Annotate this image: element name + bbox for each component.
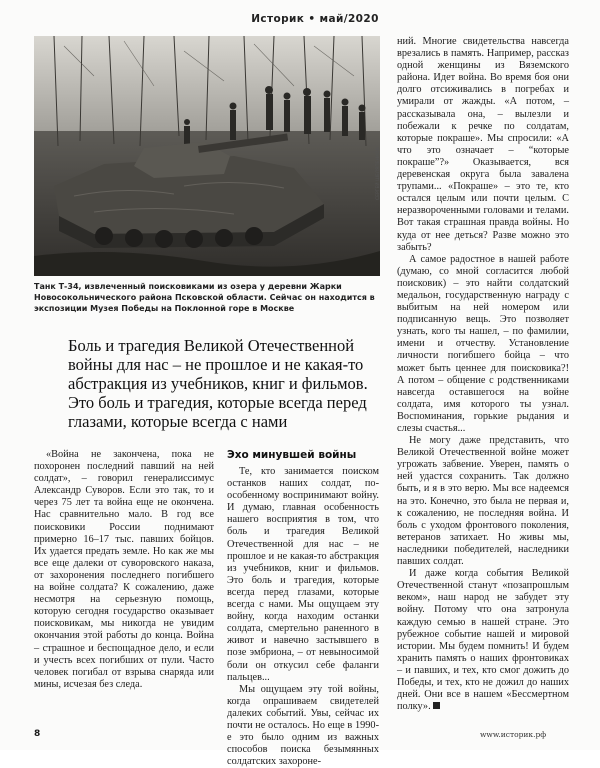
photo-credit: СЕРГЕЙ ШЕЛЯПЕНКОВ bbox=[376, 147, 381, 200]
section-subhead: Эхо минувшей войны bbox=[227, 449, 357, 461]
paragraph bbox=[397, 568, 569, 713]
tank-photo-illustration bbox=[34, 36, 380, 276]
page-number: 8 bbox=[34, 729, 41, 739]
paragraph: Не могу даже представить, что Великой Отечественной войне может угрожать забвение. Уверен, память о ней удастся сохранить. Так должно быть, и я в это верю. Мы все надеемся на это. Конечно, это была не первая и, к сожалению, не последняя война. И боль с уходом фронтового поколения, ветеранов затихает. Но живы мы, наследники победителей, наследники павших солдат. bbox=[397, 435, 569, 568]
end-of-article-mark bbox=[433, 702, 440, 709]
paragraph: А самое радостное в нашей работе (думаю, со мной согласится любой поисковик) – это найти солдатский медальон, государственную награду с выбитым на ней номером или подписанную вещь. Это позволяет узнать, кого ты нашел, – по фамилии, имени и отчеству. Установление личности погибшего бойца – что может быть ценнее для поисковика?! А потом – общение с родственниками навсегда оставшегося на войне солдата, имя которого ты узнал. Воспоминания, горькие рыдания и слезы счастья... bbox=[397, 253, 569, 434]
tank-photo bbox=[34, 36, 380, 276]
pull-quote: Боль и трагедия Великой Отечественной войны для нас – не прошлое и не какая-то абстракция из учебников, книг и фильмов. Это боль и трагедия, которые всегда перед глазами, которые всегда с нами bbox=[68, 336, 368, 431]
site-url: www.историк.рф bbox=[480, 730, 547, 739]
paragraph: ний. Многие свидетельства навсегда врезались в память. Например, рассказ одной женщины из Вяземского района. Идет война. Во время боя они долго отсиживались в погребах и умирали от жажды. «А потом, – рассказывала она, – вылезли и побежали к речке по солдатам, которые покраше». Мы спросили: «А что это означает – “которые покраше”?» Оказывается, вся деревенская округа была завалена трупами... «Покраше» – это те, кто остался целым или почти целым. С неразвороченными головами и телами. Вот такая страшная правда войны. Но куда от нее деться? Разве можно это забыть? bbox=[397, 36, 569, 253]
caption-bold: Сейчас он находится в экспозиции Музея Победы на Поклонной горе в Москве bbox=[34, 293, 375, 314]
photo-caption bbox=[34, 281, 380, 315]
paragraph: Те, кто занимается поиском останков наших солдат, по-особенному воспринимают войну. И думаю, главная особенность нашего восприятия в том, что боль и трагедия Великой Отечественной для нас – не прошлое и не какая-то абстракция из учебников, книг и фильмов. Это боль и трагедия, которые всегда перед глазами, которые всегда с нами. Мы ощущаем эту войну, когда находим останки солдата, смертельно раненного в живот и навечно застывшего в позе эмбриона, – от невыносимой боли он откусил себе фаланги пальцев... bbox=[227, 466, 379, 683]
paragraph: Мы ощущаем эту той войны, когда опрашиваем свидетелей далеких событий. Увы, сейчас их почти не осталось. Но еще в 1990-е это было одним из важных способов поиска безымянных солдатских захороне- bbox=[227, 683, 379, 768]
paragraph-text: И даже когда события Великой Отечественной станут «позапрошлым веком», наш народ не забудет эту войну. Потому что она затронула каждую семью в нашей стране. Это рубежное событие нашей и мировой истории. Мы будем помнить! И будем хранить память о наших фронтовиках – и павших, и тех, кто смог дожить до Победы, и тех, кто не дожил до наших дней. Они все в нашем «Бессмертном полку». bbox=[397, 568, 569, 713]
paragraph: «Война не закончена, пока не похоронен последний павший на ней солдат», – говорил генералиссимус Александр Суворов. Если это так, то и через 75 лет та война еще не окончена. Нас сравнительно мало. В год все поисковики России поднимают примерно 16–17 тыс. павших бойцов. Их удается предать земле. Но как же мы все еще далеки от суворовского наказа, от захоронения последнего погибшего на войне солдата? К сожалению, даже несмотря на серьезную помощь, которую сегодня государство оказывает поисковикам, мы никогда не увидим окончания этой работы до конца. Война – страшное и беспощадное дело, и если и учесть всех погибших от пули. Часто человек погибал от взрыва снаряда или мины, исчезая без следа. bbox=[34, 449, 214, 690]
caption-plain: Танк Т-34, извлеченный поисковиками из озера у деревни Жарки Новосокольнического района Псковской области. bbox=[34, 282, 342, 303]
text-column-3 bbox=[397, 36, 569, 713]
text-column-2 bbox=[227, 466, 379, 768]
running-header: Историк • май/2020 bbox=[251, 13, 379, 25]
text-column-1 bbox=[34, 449, 214, 691]
